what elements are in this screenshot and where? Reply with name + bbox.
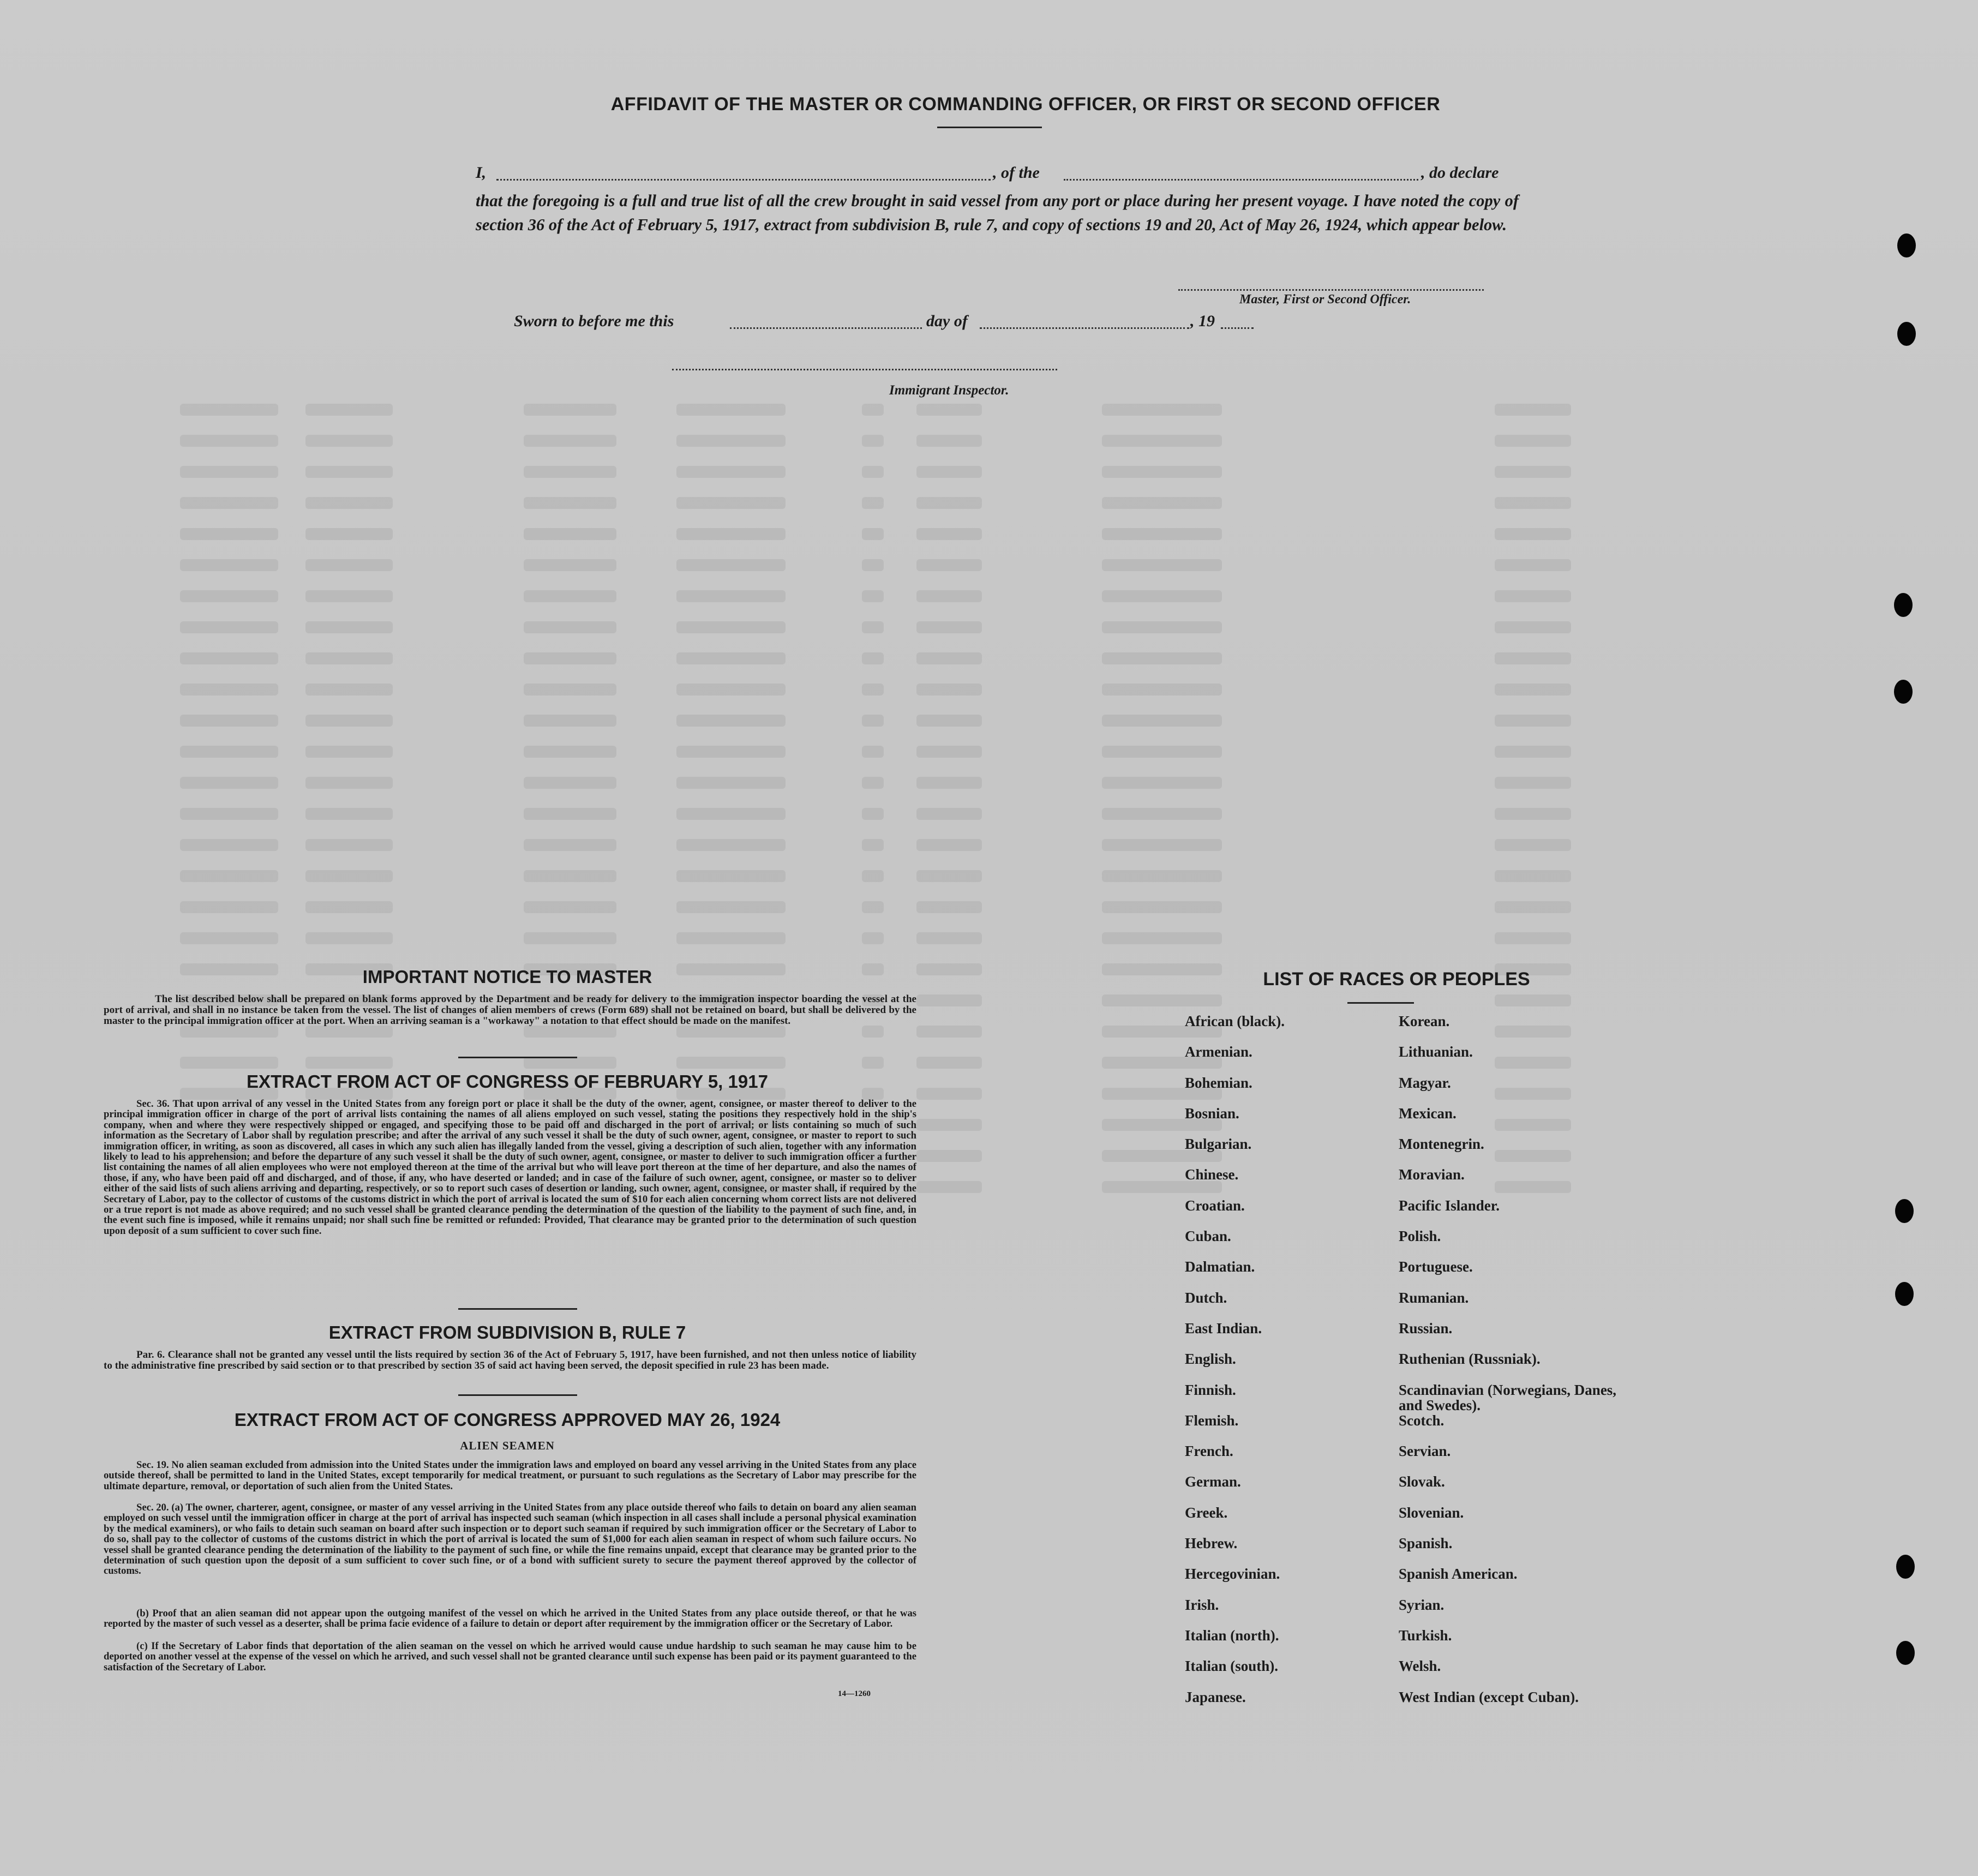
bleed-mark [1495,746,1571,758]
races-title: LIST OF RACES OR PEOPLES [1263,969,1530,990]
extract-1924-sec20b: (b) Proof that an alien seaman did not appear upon the outgoing manifest of the vessel on which he arrived in the United States from any place outside thereof, or that he was reported by the master of such vessel as a deserter, shall be prima facie evidence of a failure to detain or deport after requirement by the immigration officer or the Secretary of Labor. [104,1608,916,1630]
bleed-mark [1495,559,1571,571]
bleed-mark [676,901,786,913]
bleed-mark [1495,466,1571,478]
races-right-column [1399,1014,1639,1720]
bleed-mark [676,621,786,633]
bleed-mark [1495,808,1571,820]
bleed-mark [180,1057,278,1069]
bleed-mark [1102,404,1222,416]
bleed-mark [676,528,786,540]
bleed-mark [916,746,982,758]
bleed-mark [180,435,278,447]
sworn-middle: day of [926,312,968,330]
bleed-mark [676,777,786,789]
bleed-mark [676,715,786,727]
bleed-mark [862,901,884,913]
bleed-mark [862,652,884,664]
punch-hole [1894,593,1913,617]
race-item: Montenegrin. [1399,1136,1484,1153]
vessel-field[interactable] [1064,179,1418,181]
bleed-mark [916,590,982,602]
race-item: Mexican. [1399,1105,1456,1122]
bleed-mark [916,1057,982,1069]
bleed-mark [676,435,786,447]
bleed-mark [862,777,884,789]
name-field[interactable] [496,179,991,181]
bleed-mark [916,777,982,789]
bleed-mark [180,901,278,913]
bleed-mark [916,684,982,696]
race-item: Ruthenian (Russniak). [1399,1351,1541,1368]
bleed-mark [180,808,278,820]
bleed-mark [305,932,393,944]
bleed-mark [305,684,393,696]
bleed-mark [1102,808,1222,820]
race-item: English. [1185,1351,1236,1368]
bleed-mark [180,528,278,540]
bleed-mark [1495,777,1571,789]
bleed-mark [916,1088,982,1100]
bleed-mark [180,404,278,416]
race-item: Servian. [1399,1443,1451,1460]
race-item: Italian (north). [1185,1627,1279,1644]
bleed-mark [916,870,982,882]
bleed-mark [1495,932,1571,944]
race-item: Welsh. [1399,1658,1441,1675]
bleed-mark [1102,932,1222,944]
bleed-mark [180,590,278,602]
bleed-mark [1495,901,1571,913]
race-item: West Indian (except Cuban). [1399,1688,1579,1705]
race-item: Bosnian. [1185,1105,1239,1122]
bleed-mark [524,621,616,633]
bleed-mark [676,870,786,882]
bleed-mark [1102,435,1222,447]
race-item: Portuguese. [1399,1258,1473,1275]
bleed-mark [524,559,616,571]
notice-title: IMPORTANT NOTICE TO MASTER [362,967,652,987]
extract-1917-title: EXTRACT FROM ACT OF CONGRESS OF FEBRUARY 5, 1917 [247,1071,768,1092]
punch-hole [1895,1199,1914,1223]
bleed-mark [1495,590,1571,602]
race-item: Hercegovinian. [1185,1566,1280,1583]
bleed-mark [1495,715,1571,727]
race-item: Slovenian. [1399,1504,1464,1521]
bleed-mark [676,652,786,664]
bleed-mark [305,528,393,540]
bleed-mark [1102,870,1222,882]
race-item: Chinese. [1185,1166,1239,1183]
bleed-mark [305,652,393,664]
bleed-mark [524,497,616,509]
bleed-mark [180,777,278,789]
bleed-mark [305,777,393,789]
bleed-mark [676,808,786,820]
extract-1917-body: Sec. 36. That upon arrival of any vessel in the United States from any foreign port or place it shall be the duty of the owner, agent, consignee, or master thereof to deliver to the principal immigration officer in charge of the port of arrival lists containing the names of all aliens employed on such vessel, stating the positions they respectively hold in the ship's company, when and where they were respectively shipped or engaged, and specifying those to be paid off and discharged in the port of arrival; or lists containing so much of such information as the Secretary of Labor shall by regulation prescribe; and after the arrival of any such vessel it shall be the duty of such owner, agent, consignee, or master to report to such immigration officer, in writing, as soon as discovered, all cases in which any such alien has illegally landed from the vessel, giving a description of such alien, together with any information likely to lead to his apprehension; and before the departure of any such vessel it shall be the duty of such owner, agent, consignee, or master to deliver to such immigration officer a further list containing the names of all alien employees who were not employed thereon at the time of the arrival but who will leave port thereon at the time of her departure, and also the names of those, if any, who have been paid off and discharged, and of those, if any, who have deserted or landed; and in case of the failure of such owner, agent, consignee, or master so to deliver either of the said lists of such aliens arriving and departing, respectively, or so to report such cases of desertion or landing, such owner, agent, consignee, or master shall, if required by the Secretary of Labor, pay to the collector of customs of the customs district in which the port of arrival is located the sum of $10 for each alien concerning whom correct lists are not delivered or a true report is not made as above required; and no such vessel shall be granted clearance pending the determination of the question of the liability to the payment of such fine, and, in the event such fine is imposed, while it remains unpaid; nor shall such fine be remitted or refunded: Provided, That clearance may be granted prior to the determination of such question upon deposit of a sum sufficient to cover such fine. [104,1098,916,1237]
bleed-mark [180,1026,278,1038]
bleed-mark [916,715,982,727]
race-item: Russian. [1399,1320,1453,1336]
bleed-mark [1102,684,1222,696]
bleed-mark [916,994,982,1006]
bleed-mark [676,1057,786,1069]
race-item: Moravian. [1399,1166,1465,1183]
race-item: French. [1185,1443,1233,1460]
extract-1924-title: EXTRACT FROM ACT OF CONGRESS APPROVED MAY 26, 1924 [234,1410,781,1430]
bleed-mark [676,466,786,478]
bleed-mark [862,404,884,416]
affidavit-line1-prefix: I, [476,164,487,182]
bleed-mark [524,901,616,913]
bleed-mark [524,715,616,727]
bleed-mark [1495,994,1571,1006]
bleed-mark [1102,994,1222,1006]
extract-1924-sec20c: (c) If the Secretary of Labor finds that deportation of the alien seaman on the vessel on which he arrived would cause undue hardship to such seaman he may cause him to be deported on another vessel at the expense of the vessel on which he arrived, and such vessel shall not be granted clearance until such expense has been paid or its payment guaranteed to the satisfaction of the Secretary of Labor. [104,1640,916,1673]
bleed-mark [1495,497,1571,509]
bleed-mark [305,839,393,851]
bleed-mark [524,839,616,851]
bleed-mark [862,497,884,509]
bleed-mark [1495,435,1571,447]
notice-rule [458,1057,577,1058]
race-item: Croatian. [1185,1197,1245,1214]
bleed-mark [862,559,884,571]
notice-body: The list described below shall be prepared on blank forms approved by the Department and be ready for delivery to the immigration inspector boarding the vessel at the port of arrival, and shall in no instance be taken from the vessel. The list of changes of alien members of crews (Form 689) shall not be retained on board, but shall be delivered by the master to the principal immigration officer at the port. When an arriving seaman is a "workaway" a notation to that effect should be made on the manifest. [104,993,916,1027]
bleed-mark [862,932,884,944]
bleed-mark [862,1026,884,1038]
bleed-mark [524,466,616,478]
bleed-mark [305,808,393,820]
bleed-mark [862,435,884,447]
extract-rule7-rule [458,1394,577,1396]
bleed-mark [1495,652,1571,664]
bleed-mark [305,590,393,602]
race-item: Flemish. [1185,1412,1239,1429]
bleed-mark [916,652,982,664]
race-item: Spanish American. [1399,1566,1518,1583]
race-item: Japanese. [1185,1688,1246,1705]
bleed-mark [916,497,982,509]
race-item: Pacific Islander. [1399,1197,1500,1214]
bleed-mark [524,808,616,820]
bleed-mark [1102,777,1222,789]
bleed-mark [1102,901,1222,913]
race-item: Rumanian. [1399,1289,1469,1306]
bleed-mark [180,621,278,633]
extract-rule7-body: Par. 6. Clearance shall not be granted any vessel until the lists required by section 36 of the Act of February 5, 1917, have been furnished, and not then unless notice of liability to the administrative fine prescribed by said section or to that prescribed by section 35 of said act having been served, the deposit specified in rule 23 has been made. [104,1349,916,1371]
race-item: Armenian. [1185,1044,1252,1060]
race-item: Scotch. [1399,1412,1444,1429]
race-item: Irish. [1185,1596,1219,1613]
race-item: Greek. [1185,1504,1228,1521]
extract-1924-sec20a: Sec. 20. (a) The owner, charterer, agent, consignee, or master of any vessel arriving in the United States from any place outside thereof who fails to detain on board any alien seaman employed on such vessel until the immigration officer in charge at the port of arrival has inspected such seaman (which inspection in all cases shall include a personal physical examination by the medical examiners), or who fails to detain such seaman on board after such inspection or to deport such seaman if required by such immigration officer or the Secretary of Labor to do so, shall pay to the collector of customs of the customs district in which the port of arrival is located the sum of $1,000 for each alien seaman in respect of whom such failure occurs. No vessel shall be granted clearance pending the determination of the liability to the payment of such fine, or while the fine remains unpaid, except that clearance may be granted prior to the determination of such question upon the deposit of a sum sufficient to cover such fine, or of a bond with sufficient surety to secure the payment thereof approved by the collector of customs. [104,1502,916,1577]
bleed-mark [1102,466,1222,478]
bleed-mark [916,1150,982,1162]
bleed-mark [180,497,278,509]
bleed-mark [862,590,884,602]
race-item: East Indian. [1185,1320,1262,1336]
master-signature-label: Master, First or Second Officer. [1239,292,1411,307]
punch-hole [1896,1641,1915,1665]
bleed-mark [916,528,982,540]
extract-1924-subtitle: ALIEN SEAMEN [460,1439,555,1452]
bleed-mark [524,652,616,664]
bleed-mark [916,1119,982,1131]
race-item: Dutch. [1185,1289,1227,1306]
punch-hole [1896,1555,1915,1579]
bleed-mark [305,746,393,758]
bleed-mark [862,684,884,696]
punch-hole [1897,233,1916,257]
affidavit-body: that the foregoing is a full and true list of all the crew brought in said vessel from any port or place during her present voyage. I have noted the copy of section 36 of the Act of February 5, 1917, extract from subdivision B, rule 7, and copy of sections 19 and 20, Act of May 26, 1924, which appear below. [476,191,1519,234]
bleed-mark [1102,652,1222,664]
punch-hole [1895,1282,1914,1306]
bleed-mark [916,1026,982,1038]
bleed-mark [676,497,786,509]
bleed-mark [916,466,982,478]
bleed-mark [862,746,884,758]
bleed-mark [305,715,393,727]
race-item: Syrian. [1399,1596,1444,1613]
bleed-mark [676,590,786,602]
bleed-mark [916,559,982,571]
race-item: Italian (south). [1185,1658,1279,1675]
bleed-mark [524,932,616,944]
bleed-mark [305,901,393,913]
bleed-mark [305,497,393,509]
bleed-mark [916,963,982,975]
bleed-mark [1102,528,1222,540]
bleed-mark [916,839,982,851]
bleed-mark [676,684,786,696]
bleed-mark [305,404,393,416]
bleed-mark [676,404,786,416]
extract-1924-sec19: Sec. 19. No alien seaman excluded from admission into the United States under the immigration laws and employed on board any vessel arriving in the United States from any place outside thereof, shall be permitted to land in the United States, except temporarily for medical treatment, or pursuant to such regulations as the Secretary of Labor may prescribe for the ultimate departure, removal, or deportation of such alien from the United States. [104,1459,916,1492]
race-item: Lithuanian. [1399,1044,1473,1060]
bleed-mark [305,435,393,447]
bleed-mark [916,808,982,820]
race-item: Turkish. [1399,1627,1452,1644]
extract-1917-rule [458,1308,577,1310]
race-item: Cuban. [1185,1228,1231,1245]
bleed-mark [862,808,884,820]
bleed-mark [524,404,616,416]
bleed-mark [524,435,616,447]
bleed-mark [862,621,884,633]
bleed-mark [1102,559,1222,571]
bleed-mark [862,715,884,727]
races-left-column [1185,1014,1392,1720]
inspector-label: Immigrant Inspector. [889,383,1009,398]
bleed-mark [916,621,982,633]
race-item: Hebrew. [1185,1535,1238,1552]
affidavit-line1-middle: , of the [993,164,1040,182]
bleed-mark [180,652,278,664]
bleed-mark [676,559,786,571]
bleed-mark [862,528,884,540]
bleed-mark [180,715,278,727]
bleed-mark [916,932,982,944]
race-item: Dalmatian. [1185,1258,1255,1275]
sworn-year-prefix: , 19 [1190,312,1215,330]
race-item: German. [1185,1473,1241,1490]
race-item: Spanish. [1399,1535,1453,1552]
bleed-mark [916,404,982,416]
race-item: Magyar. [1399,1074,1451,1091]
race-item: Scandinavian (Norwegians, Danes, and Swedes). [1399,1381,1617,1413]
bleed-mark [676,746,786,758]
races-rule [1347,1002,1414,1004]
bleed-mark [1102,839,1222,851]
race-item: Polish. [1399,1228,1441,1245]
bleed-mark [524,528,616,540]
bleed-mark [305,466,393,478]
bleed-mark [524,1026,616,1038]
bleed-mark [1495,839,1571,851]
bleed-mark [524,1057,616,1069]
affidavit-title-rule [937,127,1042,128]
bleed-mark [1102,497,1222,509]
bleed-mark [676,932,786,944]
bleed-mark [180,466,278,478]
bleed-mark [305,870,393,882]
bleed-mark [862,1057,884,1069]
bleed-mark [180,746,278,758]
bleed-mark [1102,746,1222,758]
punch-hole [1897,322,1916,346]
bleed-mark [1102,715,1222,727]
bleed-mark [862,839,884,851]
extract-rule7-title: EXTRACT FROM SUBDIVISION B, RULE 7 [328,1322,686,1342]
bleed-mark [180,839,278,851]
bleed-mark [862,466,884,478]
bleed-mark [1495,684,1571,696]
bleed-mark [524,590,616,602]
bleed-mark [305,559,393,571]
bleed-mark [180,684,278,696]
bleed-mark [676,839,786,851]
bleed-mark [1495,870,1571,882]
race-item: Korean. [1399,1013,1450,1029]
form-number: 14—1260 [838,1689,871,1698]
sworn-prefix: Sworn to before me this [514,312,674,330]
race-item: Finnish. [1185,1381,1236,1398]
bleed-mark [524,684,616,696]
race-item: Bulgarian. [1185,1136,1252,1153]
sworn-year-field[interactable] [1221,327,1254,329]
bleed-mark [180,870,278,882]
bleed-mark [916,435,982,447]
bleed-mark [1495,621,1571,633]
bleed-mark [1102,590,1222,602]
bleed-mark [524,777,616,789]
affidavit-line1-suffix: , do declare [1421,164,1499,182]
affidavit-title: AFFIDAVIT OF THE MASTER OR COMMANDING OFFICER, OR FIRST OR SECOND OFFICER [610,94,1441,115]
race-item: African (black). [1185,1013,1285,1029]
bleed-mark [1102,621,1222,633]
inspector-signature-field[interactable] [672,369,1057,370]
bleed-mark [676,1026,786,1038]
race-item: Bohemian. [1185,1074,1252,1091]
bleed-mark [180,559,278,571]
sworn-day-field[interactable] [730,327,922,329]
sworn-month-field[interactable] [980,327,1189,329]
bleed-mark [524,870,616,882]
bleed-mark [916,1181,982,1193]
bleed-mark [916,901,982,913]
master-signature-field[interactable] [1178,289,1484,291]
bleed-mark [1495,404,1571,416]
race-item: Slovak. [1399,1473,1445,1490]
bleed-mark [305,621,393,633]
bleed-mark [305,1057,393,1069]
bleed-mark [180,932,278,944]
bleed-mark [305,1026,393,1038]
punch-hole [1894,680,1913,704]
bleed-mark [1495,528,1571,540]
bleed-mark [862,870,884,882]
bleed-mark [524,746,616,758]
